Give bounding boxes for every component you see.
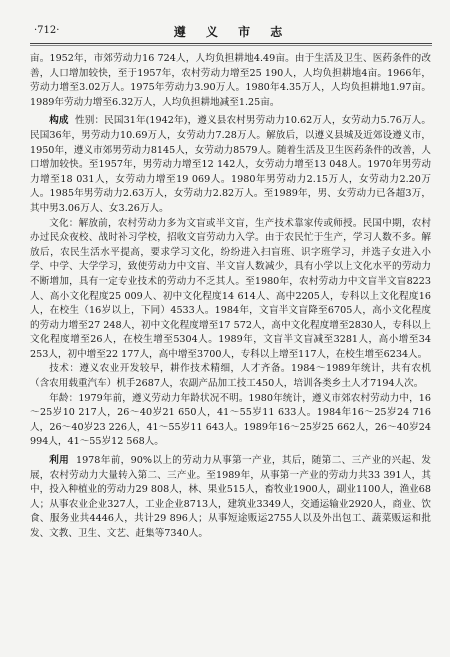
- header-rule-thin: [30, 45, 432, 46]
- paragraph: [30, 114, 431, 216]
- paragraph: [30, 362, 431, 391]
- body-text: [30, 52, 431, 542]
- paragraph-text: 年龄：1979年前，遵义劳动力年龄状况不明。1980年统计，遵义市郊农村劳动力中，16～25岁10 217人，26～40岁21 650人，41～55岁11 633人。1984年16～25岁24 716人，26～40岁23 226人，41～55岁11 643人。1989年16～25岁25 662人，26～40岁24 994人，41～55岁12 568人。: [30, 392, 431, 448]
- paragraph: [30, 392, 431, 450]
- paragraph-text: 1978年前，90%以上的劳动力从事第一产业，其后，随第二、三产业的兴起、发展，农村劳动力大量转入第二、三产业。至1989年，从事第一产业的劳动力共33 391人，其中，投入种植业的劳动力29 808人，林、果业515人，畜牧业1900人，副业1100人，渔业68人；从事农业企业327人，工业企业8713人，建筑业3349人，交通运输业2920人，商业、饮食、服务业共4446人，共计29 896人；从事短途贩运2755人以及外出包工、蔬菜贩运和批发、文教、卫生、文艺、赶集等7340人。: [30, 455, 431, 539]
- paragraph: [30, 217, 431, 363]
- paragraph-text: 文化：解放前，农村劳动力多为文盲或半文盲，生产技术靠家传或师授。民国中期，农村办过民众夜校、战时补习学校，招收文盲劳动力入学。由于农民忙于生产，学习人数不多。解放后，农民生活水平提高，要求学习文化，纷纷进入扫盲班、识字班学习，并选子女进入小学、中学、大学学习，致使劳动力中文盲、半文盲人数减少，具有小学以上文化水平的劳动力不断增加，具有一定专业技术的劳动力不乏其人。至1980年，农村劳动力中文盲半文盲8223人、高小文化程度25 009人、初中文化程度14 614人、高中2205人，专科以上文化程度16人，在校生（16岁以上，下同）4533人。1984年，文盲半文盲降至6705人，高小文化程度的劳动力增至27 248人，初中文化程度增至17 572人，高中文化程度增至2830人，专科以上文化程度增至26人，在校生增至5304人。1989年，文盲半文盲减至3281人，高小增至34 253人，初中增至22 177人，高中增至3700人，专科以上增至117人，在校生增至6234人。: [30, 217, 431, 360]
- section-label: 构成: [49, 115, 69, 127]
- paragraph-text: 技术：遵义农业开发较早，耕作技术精细，人才齐备。1984～1989年统计，共有农机（含农用载重汽车）机手2687人，农副产品加工技工450人，培训各类乡土人才7194人次。: [30, 363, 431, 390]
- paragraph: [30, 454, 431, 542]
- running-title: 遵 义 市 志: [173, 25, 291, 39]
- paragraph: [30, 52, 431, 110]
- page-header: [34, 22, 430, 42]
- section-label: 利用: [49, 455, 70, 467]
- page-number: ·712·: [34, 25, 60, 36]
- header-rule: [30, 43, 432, 44]
- paragraph-text: 亩。1952年，市郊劳动力16 724人，人均负担耕地4.49亩。由于生活及卫生、医药条件的改善，人口增加较快，至于1957年，农村劳动力增至25 190人，人均负担耕地4亩。1966年，劳动力增至3.02万人。1975年劳动力3.90万人。1980年4.35万人，人均负担耕地1.97亩。1989年劳动力增至6.32万人，人均负担耕地减至1.25亩。: [30, 53, 431, 108]
- paragraph-text: 性别：民国31年(1942年)，遵义县农村男劳动力10.62万人，女劳动力5.76万人。民国36年，男劳动力10.69万人，女劳动力7.28万人。解放后，以遵义县城及近郊设遵义市，1950年，遵义市郊男劳动力8145人，女劳动力8579人。随着生活及卫生医药条件的改善，人口增加较快。至1957年，男劳动力增至12 142人，女劳动力增至13 048人。1970年男劳动力增至18 031人，女劳动力增至19 069人。1980年男劳动力2.15万人，女劳动力2.20万人。1985年男劳动力2.63万人，女劳动力2.82万人。至1989年，男、女劳动力已各超3万，其中男3.06万人、女3.26万人。: [30, 115, 431, 214]
